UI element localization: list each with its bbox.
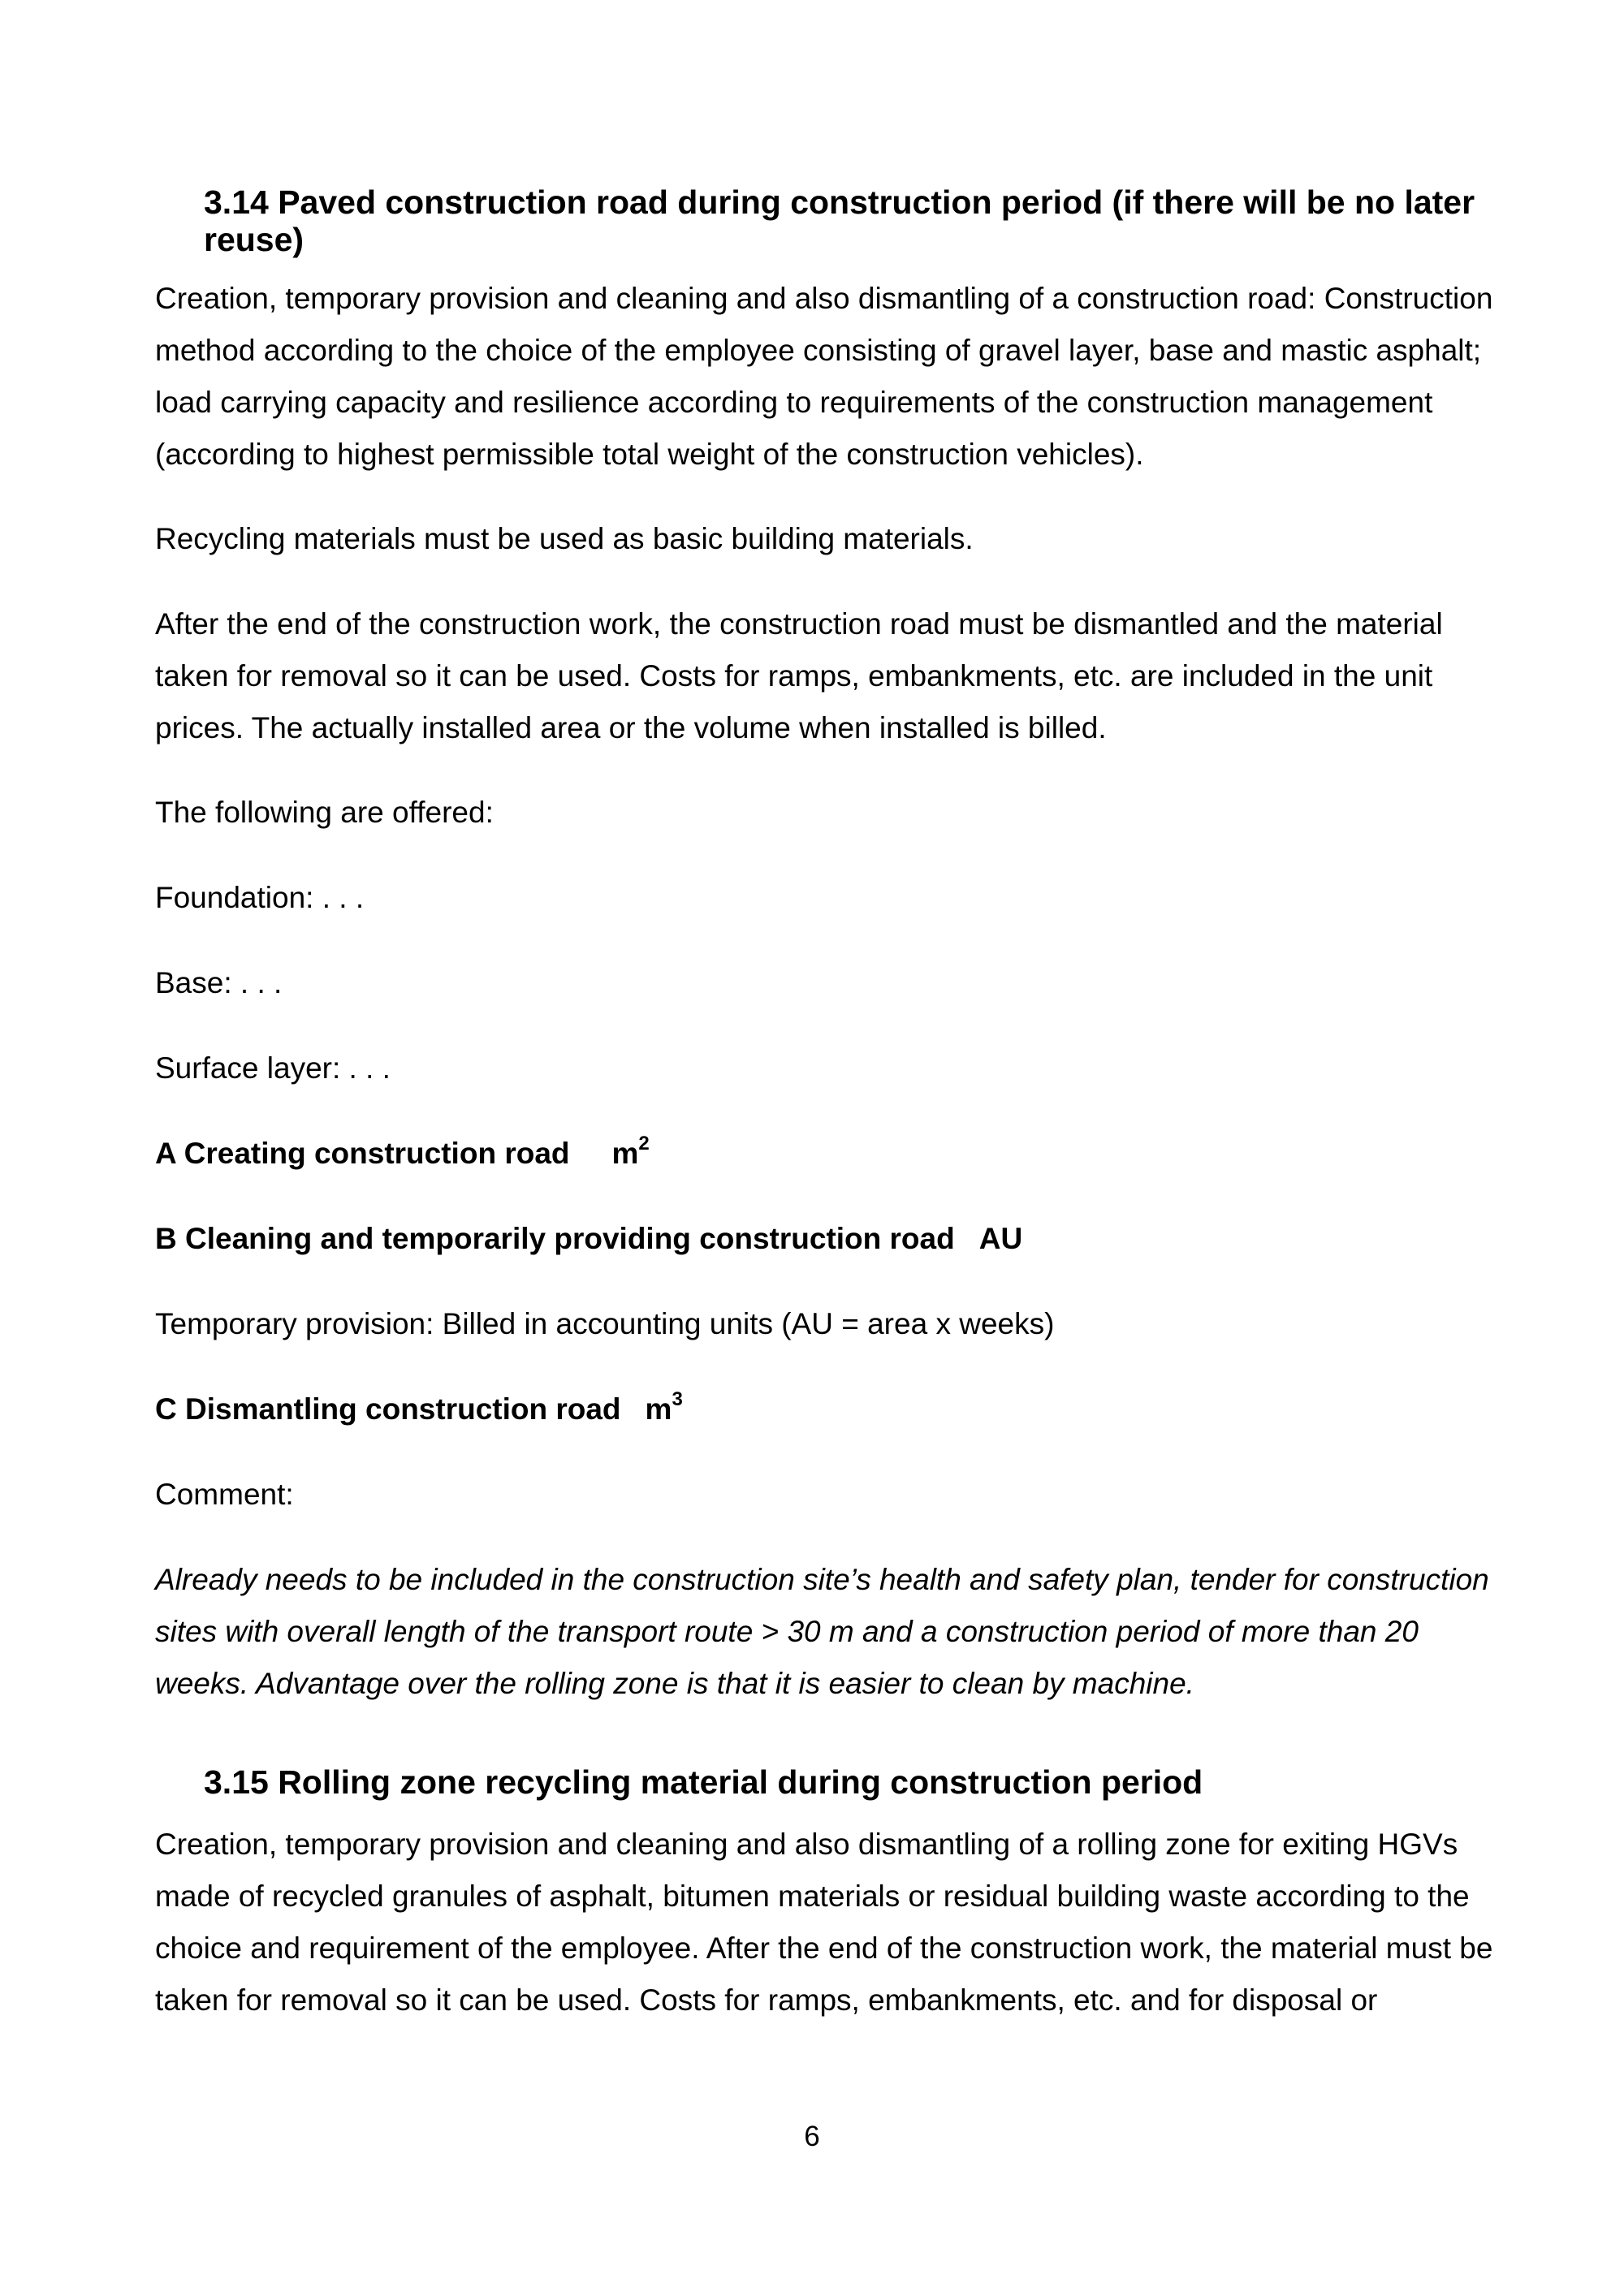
section-3-15-heading: 3.15 Rolling zone recycling material during construction period xyxy=(204,1763,1203,1801)
section-3-14-heading: 3.14 Paved construction road during construction period (if there will be no later reuse) xyxy=(204,183,1475,258)
section-3-15-paragraph-1: Creation, temporary provision and cleaning and also dismantling of a rolling zone for exiting HGVs made of recycled granules of asphalt, bitumen materials or residual building waste according to the choice and requirement of the employee. After the end of the construction work, the material must be taken for removal so it can be used. Costs for ramps, embankments, etc. and for disposal or xyxy=(155,1828,1493,2017)
item-b xyxy=(155,1213,1503,1265)
section-3-14-paragraph-3: After the end of the construction work, the construction road must be dismantled and the material taken for removal so it can be used. Costs for ramps, embankments, etc. are included in the unit prices. The actually installed area or the volume when installed is billed. xyxy=(155,607,1443,744)
page-content xyxy=(155,183,1503,2059)
comment-text: Already needs to be included in the construction site’s health and safety plan, tender for construction sites with overall length of the transport route > 30 m and a construction period of more than 20 weeks. Advantage over the rolling zone is that it is easier to clean by machine. xyxy=(155,1563,1489,1700)
item-b-unit: AU xyxy=(978,1222,1023,1255)
section-3-14-paragraph-2: Recycling materials must be used as basic building materials. xyxy=(155,522,974,555)
item-a-label: A Creating construction road xyxy=(155,1137,570,1170)
item-a-unit-exponent: 2 xyxy=(638,1133,650,1154)
page-number: 6 xyxy=(804,2121,820,2152)
item-a-unit: m xyxy=(611,1137,639,1170)
section-3-14-paragraph-1: Creation, temporary provision and cleaning and also dismantling of a construction road: Construction method according to the choice of the employee consisting of gravel layer, base and mastic asphalt; load carrying capacity and resilience according to requirements of the construction management (according to highest permissible total weight of the construction vehicles). xyxy=(155,282,1493,471)
item-c-unit-exponent: 3 xyxy=(672,1388,683,1410)
item-c xyxy=(155,1383,1503,1435)
item-c-label: C Dismantling construction road xyxy=(155,1392,621,1426)
foundation-line: Foundation: . . . xyxy=(155,881,365,914)
item-b-label: B Cleaning and temporarily providing construction road xyxy=(155,1222,955,1255)
comment-label: Comment: xyxy=(155,1478,294,1511)
temporary-provision-line: Temporary provision: Billed in accounting units (AU = area x weeks) xyxy=(155,1307,1055,1340)
offered-intro: The following are offered: xyxy=(155,796,494,829)
item-a xyxy=(155,1128,1503,1180)
base-line: Base: . . . xyxy=(155,966,283,999)
item-c-unit: m xyxy=(645,1392,672,1426)
surface-layer-line: Surface layer: . . . xyxy=(155,1051,391,1085)
